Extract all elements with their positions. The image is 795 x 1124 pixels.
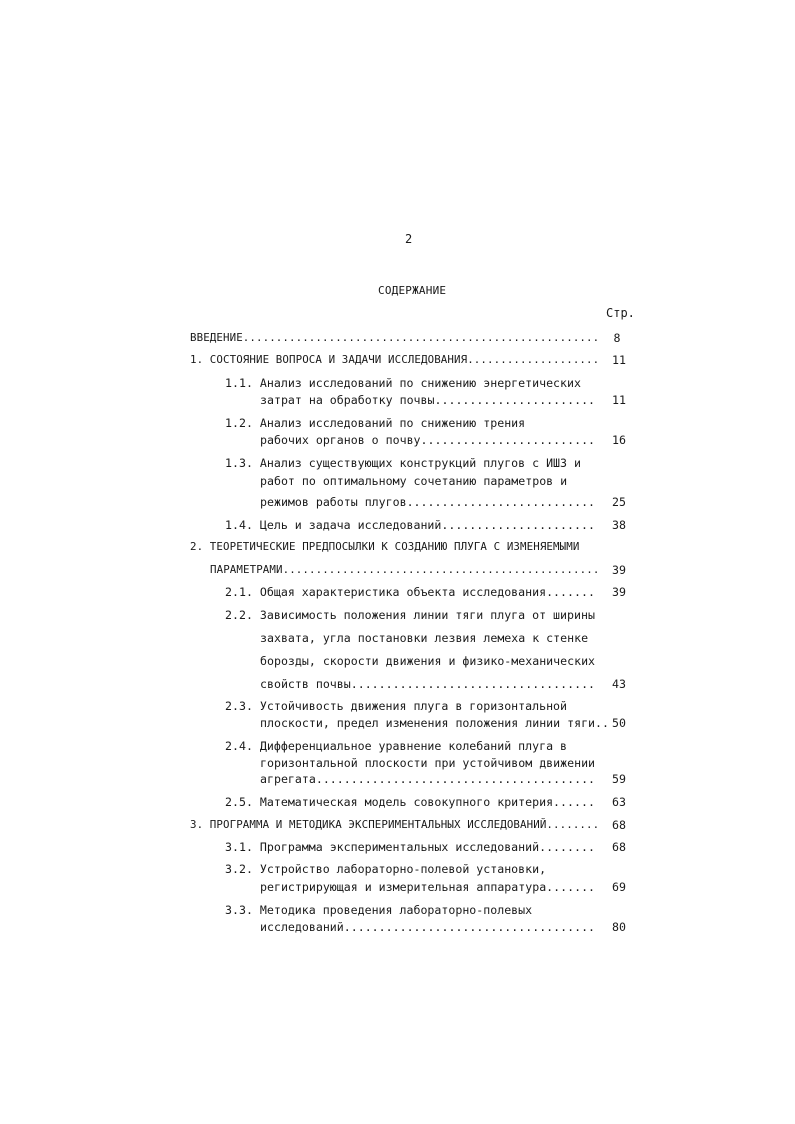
toc-entry-2-2-cont: свойств почвы...................................: [260, 677, 596, 691]
toc-page-number: 68: [612, 840, 626, 854]
toc-page-number: 38: [612, 518, 626, 532]
toc-entry-2-1: 2.1. Общая характеристика объекта исследования.......: [225, 585, 595, 599]
toc-page-number: 39: [612, 585, 626, 599]
toc-page-number: 59: [612, 772, 626, 786]
toc-entry-1-2: 1.2. Анализ исследований по снижению трения: [225, 416, 526, 430]
toc-entry-2-3-cont: плоскости, предел изменения положения линии тяги..: [260, 716, 610, 730]
toc-entry-2-2-cont: захвата, угла постановки лезвия лемеха к стенке: [260, 631, 589, 645]
toc-entry-3-2: 3.2. Устройство лабораторно-полевой установки,: [225, 862, 547, 876]
toc-entry-1-3-cont: работ по оптимальному сочетанию параметров и: [260, 474, 568, 488]
toc-page-number: 80: [612, 920, 626, 934]
toc-entry-chapter-2: 2. ТЕОРЕТИЧЕСКИЕ ПРЕДПОСЫЛКИ К СОЗДАНИЮ ПЛУГА С ИЗМЕНЯЕМЫМИ: [190, 540, 580, 553]
toc-entry-2-3: 2.3. Устойчивость движения плуга в горизонтальной: [225, 699, 568, 713]
toc-page-number: 43: [612, 677, 626, 691]
toc-page-number: 11: [612, 393, 626, 407]
toc-page-number: 11: [612, 353, 626, 367]
toc-page-number: 69: [612, 880, 626, 894]
toc-page-number: 63: [612, 795, 626, 809]
toc-entry-2-4: 2.4. Дифференциальное уравнение колебаний плуга в: [225, 739, 568, 753]
toc-entry-2-4-cont: горизонтальной плоскости при устойчивом движении: [260, 756, 596, 770]
toc-entry-introduction: ВВЕДЕНИЕ......................................................: [190, 331, 600, 344]
toc-page-number: 25: [612, 495, 626, 509]
toc-page-number: 8: [613, 331, 621, 345]
toc-entry-1-4: 1.4. Цель и задача исследований......................: [225, 518, 595, 532]
toc-page-number: 16: [612, 433, 626, 447]
toc-entry-2-5: 2.5. Математическая модель совокупного критерия......: [225, 795, 595, 809]
page-column-header: Стр.: [606, 306, 635, 320]
toc-entry-3-2-cont: регистрирующая и измерительная аппаратура.......: [260, 880, 596, 894]
toc-page-number: 68: [612, 818, 626, 832]
toc-entry-2-2-cont: борозды, скорости движения и физико-механических: [260, 654, 596, 668]
toc-entry-3-1: 3.1. Программа экспериментальных исследований........: [225, 840, 595, 854]
toc-page-number: 50: [612, 716, 626, 730]
toc-entry-2-2: 2.2. Зависимость положения линии тяги плуга от ширины: [225, 608, 595, 622]
toc-entry-chapter-3: 3. ПРОГРАММА И МЕТОДИКА ЭКСПЕРИМЕНТАЛЬНЫХ ИССЛЕДОВАНИЙ........: [190, 818, 600, 831]
toc-entry-1-1-cont: затрат на обработку почвы.......................: [260, 393, 596, 407]
toc-page-number: 39: [612, 563, 626, 577]
toc-entry-1-3-cont: режимов работы плугов...........................: [260, 495, 596, 509]
toc-entry-1-3: 1.3. Анализ существующих конструкций плугов с ИШЗ и: [225, 456, 581, 470]
toc-entry-chapter-1: 1. СОСТОЯНИЕ ВОПРОСА И ЗАДАЧИ ИССЛЕДОВАНИЯ....................: [190, 353, 600, 366]
toc-entry-1-2-cont: рабочих органов о почву.........................: [260, 433, 596, 447]
toc-entry-3-3: 3.3. Методика проведения лабораторно-полевых: [225, 903, 533, 917]
toc-entry-2-4-cont: агрегата........................................: [260, 772, 596, 786]
toc-entry-chapter-2-cont: ПАРАМЕТРАМИ................................................: [210, 563, 600, 576]
page-number: 2: [405, 232, 413, 246]
toc-title: СОДЕРЖАНИЕ: [378, 284, 447, 297]
toc-entry-1-1: 1.1. Анализ исследований по снижению энергетических: [225, 376, 581, 390]
toc-entry-3-3-cont: исследований....................................: [260, 920, 596, 934]
